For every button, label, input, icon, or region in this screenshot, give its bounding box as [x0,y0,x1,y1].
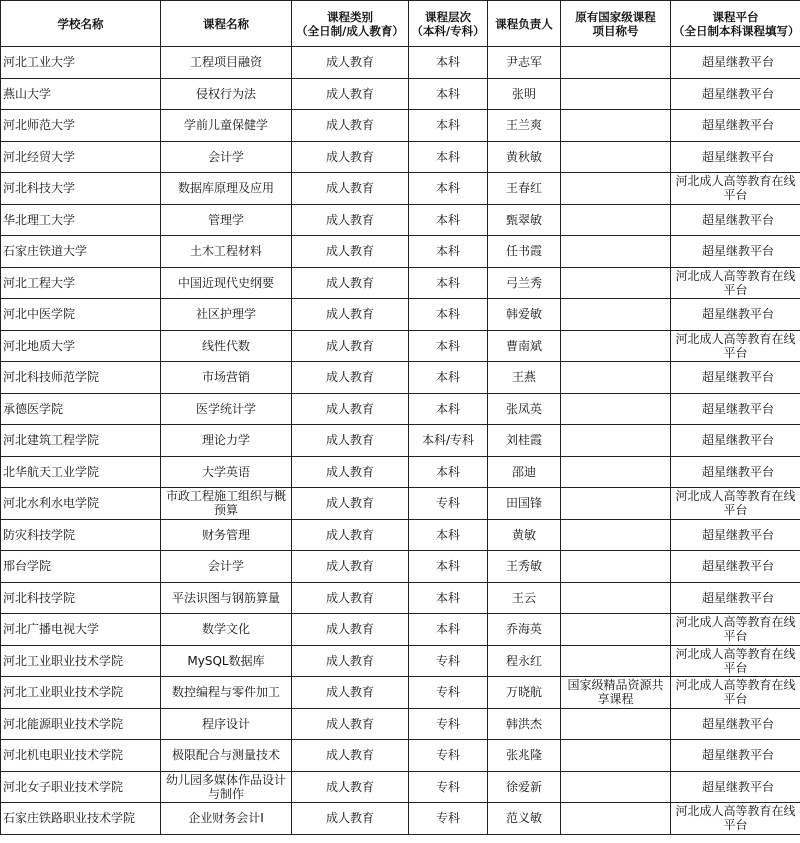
course-cell: 会计学 [161,551,292,583]
course-cell: 程序设计 [161,708,292,740]
platform-cell: 超星继教平台 [671,740,800,772]
course-cell: 数学文化 [161,614,292,646]
lead-cell: 刘桂霞 [488,425,561,457]
lead-cell: 王燕 [488,362,561,394]
header-category: 课程类别 （全日制/成人教育） [292,1,409,47]
category-cell: 成人教育 [292,47,409,79]
platform-cell: 河北成人高等教育在线平台 [671,677,800,709]
platform-cell: 超星继教平台 [671,582,800,614]
platform-cell: 超星继教平台 [671,204,800,236]
national-cell [561,519,671,551]
lead-cell: 甄翠敏 [488,204,561,236]
level-cell: 本科 [409,330,488,362]
table-row [1,47,800,79]
platform-cell: 河北成人高等教育在线平台 [671,173,800,205]
national-cell [561,236,671,268]
level-cell: 本科 [409,519,488,551]
course-cell: 土木工程材料 [161,236,292,268]
level-cell: 专科 [409,803,488,835]
course-cell: MySQL数据库 [161,645,292,677]
lead-cell: 弓兰秀 [488,267,561,299]
course-cell: 会计学 [161,141,292,173]
platform-cell: 超星继教平台 [671,299,800,331]
level-cell: 本科 [409,456,488,488]
lead-cell: 王秀敏 [488,551,561,583]
course-cell: 学前儿童保健学 [161,110,292,142]
level-cell: 专科 [409,740,488,772]
course-cell: 企业财务会计Ⅰ [161,803,292,835]
table-row [1,78,800,110]
category-cell: 成人教育 [292,488,409,520]
category-cell: 成人教育 [292,803,409,835]
course-cell: 社区护理学 [161,299,292,331]
national-cell [561,645,671,677]
category-cell: 成人教育 [292,708,409,740]
category-cell: 成人教育 [292,110,409,142]
school-cell: 燕山大学 [1,78,161,110]
national-cell [561,141,671,173]
category-cell: 成人教育 [292,677,409,709]
table-row [1,299,800,331]
table-row [1,362,800,394]
table-row [1,204,800,236]
category-cell: 成人教育 [292,299,409,331]
school-cell: 北华航天工业学院 [1,456,161,488]
table-row [1,519,800,551]
course-cell: 极限配合与测量技术 [161,740,292,772]
national-cell [561,173,671,205]
category-cell: 成人教育 [292,173,409,205]
lead-cell: 黄敏 [488,519,561,551]
course-cell: 大学英语 [161,456,292,488]
header-lead: 课程负责人 [488,1,561,47]
category-cell: 成人教育 [292,425,409,457]
category-cell: 成人教育 [292,78,409,110]
national-cell [561,456,671,488]
platform-cell: 超星继教平台 [671,708,800,740]
lead-cell: 张兆隆 [488,740,561,772]
platform-cell: 超星继教平台 [671,141,800,173]
course-cell: 中国近现代史纲要 [161,267,292,299]
lead-cell: 万晓航 [488,677,561,709]
school-cell: 承德医学院 [1,393,161,425]
national-cell [561,78,671,110]
platform-cell: 河北成人高等教育在线平台 [671,614,800,646]
course-cell: 平法识图与钢筋算量 [161,582,292,614]
category-cell: 成人教育 [292,614,409,646]
course-cell: 市场营销 [161,362,292,394]
table-row [1,740,800,772]
lead-cell: 张凤英 [488,393,561,425]
school-cell: 河北建筑工程学院 [1,425,161,457]
platform-cell: 河北成人高等教育在线平台 [671,488,800,520]
school-cell: 河北师范大学 [1,110,161,142]
course-cell: 理论力学 [161,425,292,457]
lead-cell: 田国锋 [488,488,561,520]
table-row [1,708,800,740]
level-cell: 本科 [409,204,488,236]
table-row [1,488,800,520]
national-cell [561,614,671,646]
lead-cell: 张明 [488,78,561,110]
school-cell: 河北科技学院 [1,582,161,614]
course-cell: 线性代数 [161,330,292,362]
national-cell [561,582,671,614]
table-row [1,771,800,803]
table-row [1,677,800,709]
national-cell [561,330,671,362]
lead-cell: 韩爱敏 [488,299,561,331]
national-cell [561,488,671,520]
school-cell: 河北水利水电学院 [1,488,161,520]
category-cell: 成人教育 [292,141,409,173]
table-row [1,173,800,205]
lead-cell: 乔海英 [488,614,561,646]
table-row [1,582,800,614]
table-row [1,267,800,299]
level-cell: 本科 [409,582,488,614]
level-cell: 本科 [409,362,488,394]
national-cell [561,267,671,299]
platform-cell: 超星继教平台 [671,78,800,110]
school-cell: 河北工程大学 [1,267,161,299]
course-cell: 数控编程与零件加工 [161,677,292,709]
course-cell: 幼儿园多媒体作品设计与制作 [161,771,292,803]
level-cell: 本科 [409,551,488,583]
platform-cell: 超星继教平台 [671,771,800,803]
school-cell: 石家庄铁道大学 [1,236,161,268]
national-cell [561,299,671,331]
platform-cell: 超星继教平台 [671,236,800,268]
platform-cell: 超星继教平台 [671,425,800,457]
table-row [1,614,800,646]
school-cell: 河北中医学院 [1,299,161,331]
course-cell: 市政工程施工组织与概预算 [161,488,292,520]
level-cell: 本科 [409,299,488,331]
level-cell: 专科 [409,771,488,803]
lead-cell: 尹志军 [488,47,561,79]
platform-cell: 超星继教平台 [671,551,800,583]
lead-cell: 徐爱新 [488,771,561,803]
table-row [1,141,800,173]
school-cell: 河北广播电视大学 [1,614,161,646]
lead-cell: 韩洪杰 [488,708,561,740]
course-cell: 数据库原理及应用 [161,173,292,205]
lead-cell: 王兰爽 [488,110,561,142]
category-cell: 成人教育 [292,362,409,394]
table-row [1,393,800,425]
school-cell: 河北机电职业技术学院 [1,740,161,772]
national-cell [561,393,671,425]
category-cell: 成人教育 [292,551,409,583]
category-cell: 成人教育 [292,645,409,677]
level-cell: 本科 [409,173,488,205]
national-cell [561,803,671,835]
platform-cell: 超星继教平台 [671,47,800,79]
national-cell [561,204,671,236]
level-cell: 本科 [409,78,488,110]
level-cell: 专科 [409,677,488,709]
lead-cell: 任书霞 [488,236,561,268]
school-cell: 河北科技大学 [1,173,161,205]
school-cell: 华北理工大学 [1,204,161,236]
header-school: 学校名称 [1,1,161,47]
header-course: 课程名称 [161,1,292,47]
platform-cell: 河北成人高等教育在线平台 [671,645,800,677]
national-cell [561,47,671,79]
category-cell: 成人教育 [292,267,409,299]
level-cell: 专科 [409,645,488,677]
table-row [1,456,800,488]
course-cell: 侵权行为法 [161,78,292,110]
level-cell: 本科 [409,393,488,425]
national-cell [561,425,671,457]
lead-cell: 邵迪 [488,456,561,488]
national-cell [561,551,671,583]
course-cell: 管理学 [161,204,292,236]
national-cell [561,110,671,142]
category-cell: 成人教育 [292,204,409,236]
national-cell: 国家级精品资源共享课程 [561,677,671,709]
table-row [1,551,800,583]
level-cell: 本科 [409,236,488,268]
category-cell: 成人教育 [292,740,409,772]
national-cell [561,740,671,772]
table-row [1,803,800,835]
lead-cell: 程永红 [488,645,561,677]
platform-cell: 河北成人高等教育在线平台 [671,267,800,299]
platform-cell: 河北成人高等教育在线平台 [671,330,800,362]
header-national: 原有国家级课程 项目称号 [561,1,671,47]
lead-cell: 范义敏 [488,803,561,835]
platform-cell: 河北成人高等教育在线平台 [671,803,800,835]
lead-cell: 王春红 [488,173,561,205]
school-cell: 河北经贸大学 [1,141,161,173]
national-cell [561,771,671,803]
category-cell: 成人教育 [292,771,409,803]
level-cell: 专科 [409,488,488,520]
national-cell [561,708,671,740]
school-cell: 河北地质大学 [1,330,161,362]
school-cell: 石家庄铁路职业技术学院 [1,803,161,835]
category-cell: 成人教育 [292,236,409,268]
platform-cell: 超星继教平台 [671,393,800,425]
course-cell: 财务管理 [161,519,292,551]
level-cell: 本科 [409,614,488,646]
header-row [1,1,800,47]
lead-cell: 曹南斌 [488,330,561,362]
level-cell: 本科 [409,141,488,173]
school-cell: 河北工业职业技术学院 [1,677,161,709]
school-cell: 河北工业大学 [1,47,161,79]
school-cell: 河北能源职业技术学院 [1,708,161,740]
platform-cell: 超星继教平台 [671,110,800,142]
category-cell: 成人教育 [292,582,409,614]
lead-cell: 黄秋敏 [488,141,561,173]
header-platform: 课程平台 （全日制本科课程填写） [671,1,800,47]
table-row [1,236,800,268]
category-cell: 成人教育 [292,330,409,362]
platform-cell: 超星继教平台 [671,456,800,488]
school-cell: 河北女子职业技术学院 [1,771,161,803]
level-cell: 本科 [409,110,488,142]
national-cell [561,362,671,394]
category-cell: 成人教育 [292,393,409,425]
school-cell: 防灾科技学院 [1,519,161,551]
category-cell: 成人教育 [292,456,409,488]
platform-cell: 超星继教平台 [671,362,800,394]
table-row [1,330,800,362]
level-cell: 本科/专科 [409,425,488,457]
course-cell: 工程项目融资 [161,47,292,79]
school-cell: 河北工业职业技术学院 [1,645,161,677]
table-row [1,110,800,142]
table-row [1,425,800,457]
lead-cell: 王云 [488,582,561,614]
level-cell: 本科 [409,267,488,299]
school-cell: 邢台学院 [1,551,161,583]
header-level: 课程层次 （本科/专科） [409,1,488,47]
table-row [1,645,800,677]
platform-cell: 超星继教平台 [671,519,800,551]
level-cell: 专科 [409,708,488,740]
course-cell: 医学统计学 [161,393,292,425]
level-cell: 本科 [409,47,488,79]
category-cell: 成人教育 [292,519,409,551]
school-cell: 河北科技师范学院 [1,362,161,394]
